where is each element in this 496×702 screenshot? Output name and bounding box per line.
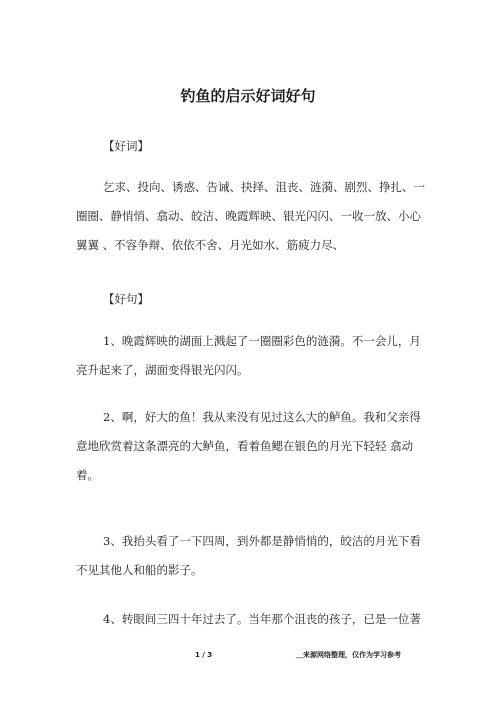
paragraph-line: 意地欣赏着这条漂亮的大鲈鱼，看着鱼鳃在银色的月光下轻轻 翕动 <box>76 439 414 453</box>
sentence-item-3 <box>76 533 426 591</box>
paragraph-line: 着。 <box>76 468 99 482</box>
paragraph-line: 不见其他人和船的影子。 <box>76 563 203 577</box>
sentence-item-4 <box>76 611 426 640</box>
paragraph-line: 4、转眼间三四十年过去了。当年那个沮丧的孩子，已是一位著 <box>103 612 421 626</box>
good-words-heading: 【好词】 <box>103 139 149 153</box>
good-words-paragraph <box>76 179 426 266</box>
sentence-item-2 <box>76 409 426 496</box>
page-title: 钓鱼的启示好词好句 <box>180 87 316 105</box>
good-sentences-heading: 【好句】 <box>103 292 149 306</box>
paragraph-line: 1、晚霞辉映的湖面上溅起了一圈圈彩色的涟漪。不一会儿，月 <box>103 334 421 348</box>
paragraph-line: 乞求、投向、诱惑、告诫、抉择、沮丧、涟漪、剧烈、挣扎、一 <box>103 180 425 194</box>
paragraph-line: 亮升起来了，湖面变得银光闪闪。 <box>76 363 249 377</box>
sentence-item-1 <box>76 333 426 391</box>
paragraph-line: 翼翼 、不容争辩、依依不舍、月光如水、筋疲力尽、 <box>76 238 345 252</box>
source-note: ＿来源网络整理，仅作为学习参考 <box>296 651 401 659</box>
paragraph-line: 3、我抬头看了一下四周，到外都是静悄悄的，皎洁的月光下看 <box>103 534 421 548</box>
paragraph-line: 2、啊，好大的鱼！我从来没有见过这么大的鲈鱼。我和父亲得 <box>103 410 421 424</box>
paragraph-line: 圈圈、静悄悄、翕动、皎洁、晚霞辉映、银光闪闪、一收一放、小心 <box>76 209 421 223</box>
page-indicator: 1 / 3 <box>195 651 213 659</box>
